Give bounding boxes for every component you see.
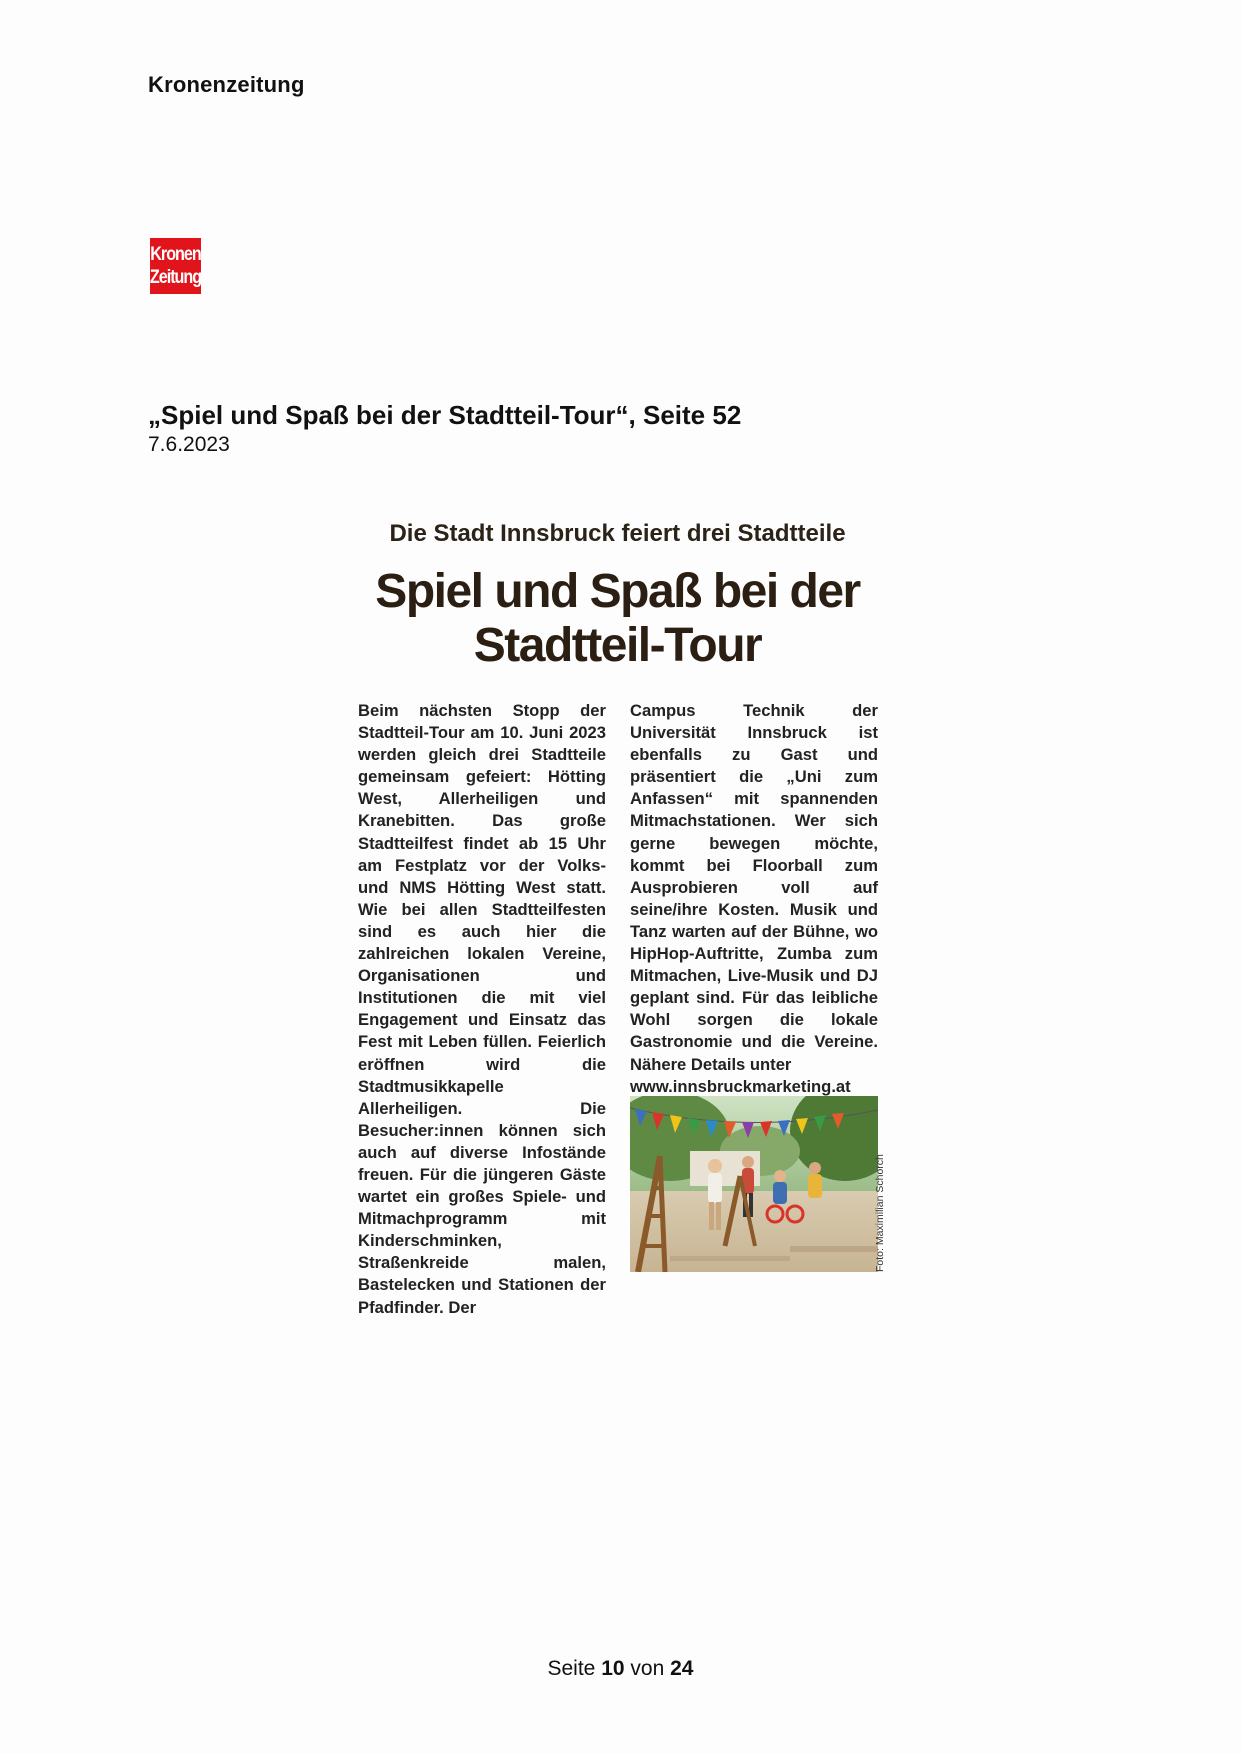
page-number-footer	[0, 1657, 1241, 1681]
column-right-text: Campus Technik der Universität Innsbruck ist ebenfalls zu Gast und präsentiert die „Uni zum Anfassen“ mit spannenden Mitmachstationen. Wer sich gerne bewegen möchte, kommt bei Floorball zum Ausprobieren voll auf seine/ihre Kosten. Musik und Tanz warten auf der Bühne, wo HipHop-Auftritte, Zumba zum Mitmachen, Live-Musik und DJ geplant sind. Für das leibliche Wohl sorgen die lokale Gastronomie und die Vereine. Nähere Details unter	[630, 701, 878, 1074]
kronen-zeitung-logo	[150, 238, 201, 294]
article-url: www.innsbruckmarketing.at	[630, 1076, 851, 1096]
current-page: 10	[601, 1657, 625, 1680]
photo-credit: Foto: Maximilian Schorch	[874, 1154, 886, 1272]
headline-line-1: Spiel und Spaß bei der	[375, 565, 860, 618]
festival-photo	[630, 1096, 878, 1272]
source-name: Kronenzeitung	[148, 72, 305, 97]
article-date: 7.6.2023	[148, 433, 230, 456]
article-column-right	[630, 700, 878, 1098]
article-headline	[360, 565, 875, 673]
logo-line-2: Zeitung	[149, 267, 202, 288]
article-reference-title: „Spiel und Spaß bei der Stadtteil-Tour“, Seite 52	[148, 400, 742, 430]
headline-line-2: Stadtteil-Tour	[473, 619, 762, 672]
page-of-label: von	[630, 1657, 665, 1680]
article-kicker: Die Stadt Innsbruck feiert drei Stadtteile	[389, 520, 846, 547]
article-column-left	[358, 700, 606, 1319]
total-pages: 24	[670, 1657, 694, 1680]
column-left-text: Beim nächsten Stopp der Stadtteil-Tour am 10. Juni 2023 werden gleich drei Stadtteile gemeinsam gefeiert: Hötting West, Allerheiligen und Kranebitten. Das große Stadtteilfest findet ab 15 Uhr am Festplatz vor der Volks- und NMS Hötting West statt. Wie bei allen Stadtteilfesten sind es auch hier die zahlreichen lokalen Vereine, Organisationen und Institutionen die mit viel Engagement und Einsatz das Fest mit Leben füllen. Feierlich eröffnen wird die Stadtmusikkapelle Allerheiligen. Die Besucher:innen können sich auch auf diverse Infostände freuen. Für die jüngeren Gäste wartet ein großes Spiele- und Mitmachprogramm mit Kinderschminken, Straßenkreide malen, Bastelecken und Stationen der Pfadfinder. Der	[358, 701, 606, 1317]
page-label: Seite	[547, 1657, 596, 1680]
logo-line-1: Kronen	[150, 244, 201, 265]
